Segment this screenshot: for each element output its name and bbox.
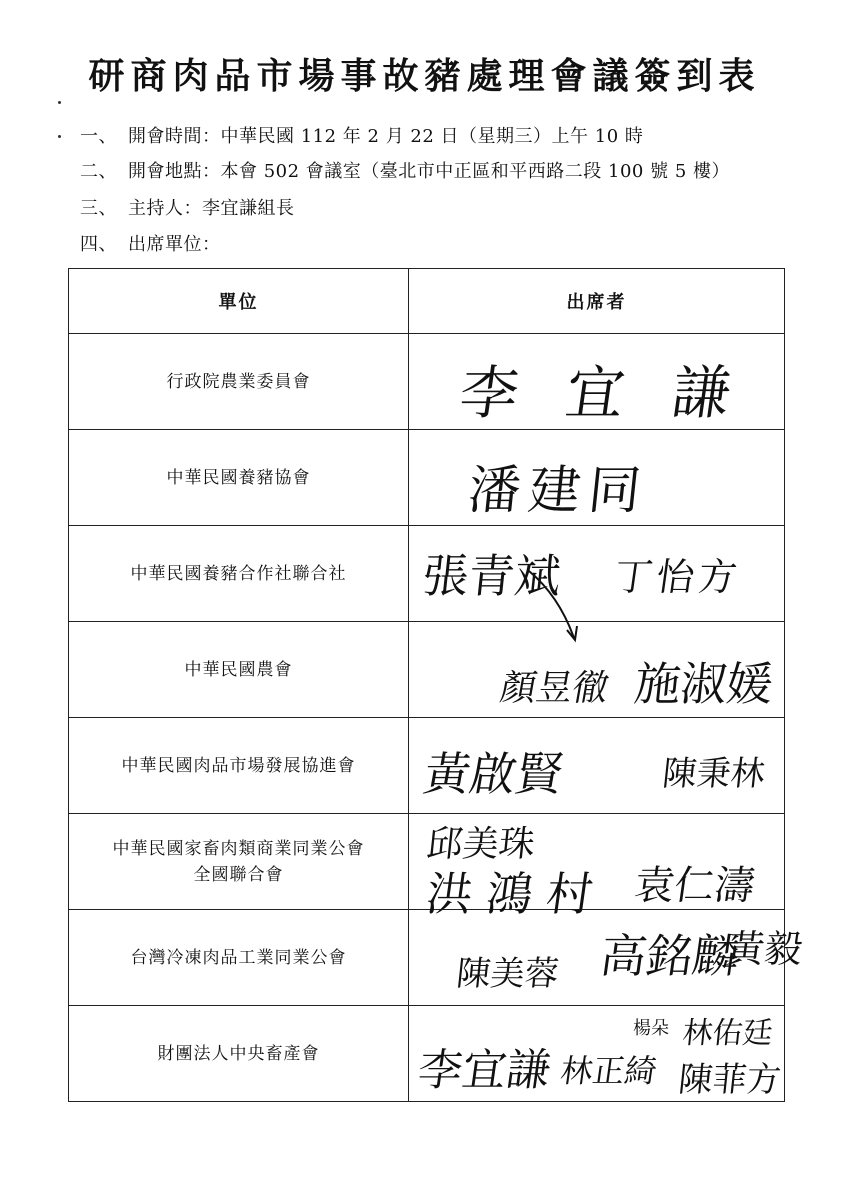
handwritten-signature: 陳菲方 xyxy=(676,1060,783,1100)
item-text: 主持人：李宜謙組長 xyxy=(128,198,295,219)
table-row xyxy=(69,814,785,910)
scan-speck xyxy=(58,101,61,104)
unit-cell xyxy=(69,910,409,1006)
signature-cell xyxy=(409,1006,785,1102)
handwritten-signature: 顏昱徹 xyxy=(496,668,613,709)
unit-name: 中華民國家畜肉類商業同業公會 xyxy=(112,838,365,859)
sign-in-table xyxy=(68,268,806,1102)
table-row xyxy=(69,910,785,1006)
item-text: 出席單位： xyxy=(128,234,221,255)
handwritten-signature: 李宜謙 xyxy=(455,359,784,427)
item-number: 一、 xyxy=(80,126,117,147)
handwritten-signature: 黃毅 xyxy=(723,927,806,971)
handwritten-signature: 黃啟賢 xyxy=(419,747,568,801)
handwritten-signature: 李宜謙 xyxy=(414,1045,554,1096)
handwritten-signature: 潘建同 xyxy=(465,461,652,521)
attending-units-label xyxy=(80,230,221,256)
unit-name: 台灣冷凍肉品工業同業公會 xyxy=(130,947,347,968)
unit-cell xyxy=(69,430,409,526)
unit-name-line-2: 全國聯合會 xyxy=(193,864,284,885)
handwritten-signature: 邱美珠 xyxy=(424,824,537,865)
table-row xyxy=(69,718,785,814)
unit-name: 行政院農業委員會 xyxy=(166,371,311,392)
handwritten-signature: 林佑廷 xyxy=(680,1016,775,1051)
unit-name: 中華民國農會 xyxy=(184,659,293,680)
signature-cell xyxy=(409,910,806,1006)
handwritten-signature: 丁怡方 xyxy=(611,555,744,599)
unit-name: 中華民國養豬協會 xyxy=(166,467,311,488)
item-text: 開會地點：本會 502 會議室（臺北市中正區和平西路二段 100 號 5 樓） xyxy=(128,161,730,182)
signature-cell xyxy=(409,430,785,526)
page-title: 研商肉品市場事故豬處理會議簽到表 xyxy=(88,55,761,97)
handwritten-signature: 陳秉林 xyxy=(660,754,767,794)
table-row xyxy=(69,1006,785,1102)
handwritten-signature: 施淑媛 xyxy=(631,657,776,711)
handwritten-signature: 高銘麟 xyxy=(596,929,743,983)
signature-cell xyxy=(409,526,785,622)
handwritten-signature: 張青斌 xyxy=(419,549,564,603)
unit-name: 中華民國肉品市場發展協進會 xyxy=(121,755,356,776)
item-number: 三、 xyxy=(80,198,117,219)
unit-cell xyxy=(69,1006,409,1102)
meeting-time xyxy=(80,122,643,148)
table-row xyxy=(69,526,785,622)
unit-header: 單位 xyxy=(69,269,409,334)
meeting-host xyxy=(80,194,295,220)
unit-name: 中華民國養豬合作社聯合社 xyxy=(130,563,347,584)
unit-cell xyxy=(69,718,409,814)
signature-cell xyxy=(409,718,785,814)
signature-stroke xyxy=(409,526,785,621)
table-row xyxy=(69,430,785,526)
unit-cell xyxy=(69,334,409,430)
item-number: 二、 xyxy=(80,161,117,182)
unit-cell xyxy=(69,622,409,718)
signature-cell xyxy=(409,814,785,921)
table-row xyxy=(69,622,785,718)
item-number: 四、 xyxy=(80,234,117,255)
item-text: 開會時間：中華民國 112 年 2 月 22 日（星期三）上午 10 時 xyxy=(128,126,644,147)
handwritten-signature: 陳美蓉 xyxy=(454,954,561,994)
handwritten-signature: 洪鴻村 xyxy=(422,867,611,921)
signature-cell xyxy=(409,334,785,430)
unit-cell xyxy=(69,814,409,910)
handwritten-signature: 袁仁濤 xyxy=(631,863,758,909)
handwritten-signature: 林正綺 xyxy=(558,1052,660,1090)
table-header-row xyxy=(69,269,785,334)
handwritten-signature: 楊朵 xyxy=(633,1018,669,1039)
signature-cell xyxy=(409,622,785,718)
meeting-location xyxy=(80,157,730,183)
table-row xyxy=(69,334,785,430)
unit-cell xyxy=(69,526,409,622)
unit-name: 財團法人中央畜產會 xyxy=(157,1043,320,1064)
attendee-header: 出席者 xyxy=(409,269,785,334)
scan-speck xyxy=(58,135,61,138)
